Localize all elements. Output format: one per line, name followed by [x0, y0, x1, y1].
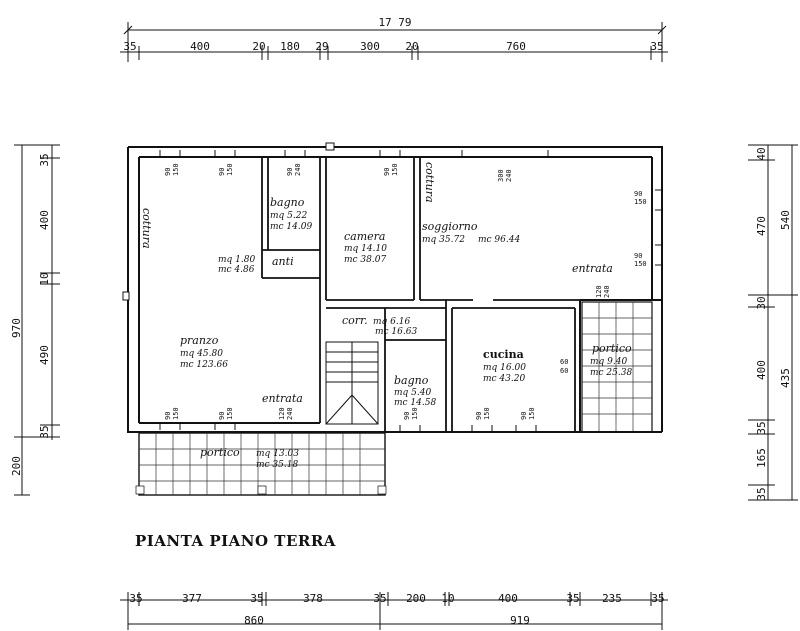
top-total-dimension: 17 79: [378, 16, 412, 29]
label-cottura-left: cottura: [140, 208, 153, 249]
top-dim-4: 180: [280, 40, 300, 53]
opening-w8-width: 120: [595, 285, 603, 298]
bottom-dim-11: 35: [651, 592, 665, 605]
top-dim-2: 400: [190, 40, 210, 53]
opening-w15-height: 60: [560, 367, 569, 375]
room-bagno2-mq: mq 5.40: [394, 388, 432, 398]
opening-w7-height: 150: [634, 260, 647, 268]
room-anti-mq: mq 1.80: [218, 255, 256, 265]
room-pranzo-mc: mc 123.66: [180, 360, 228, 370]
bottom-dim-7: 10: [441, 592, 455, 605]
opening-w6-width: 90: [634, 190, 643, 198]
opening-w15-width: 60: [560, 358, 569, 366]
window-marks: [123, 143, 662, 432]
opening-w2-height: 150: [226, 163, 234, 176]
room-soggiorno-mc: mc 96.44: [478, 235, 521, 245]
room-anti-name: anti: [272, 255, 294, 268]
room-cucina-name: cucina: [483, 348, 524, 361]
opening-w10-height: 150: [226, 407, 234, 420]
opening-w14-height: 150: [528, 407, 536, 420]
room-bagno2-name: bagno: [394, 374, 429, 387]
opening-w1-width: 90: [164, 167, 172, 176]
room-camera-mc: mc 38.07: [344, 255, 387, 265]
opening-w3-height: 240: [294, 163, 302, 176]
room-pranzo-mq: mq 45.80: [180, 349, 223, 359]
opening-w9-width: 90: [164, 411, 172, 420]
opening-w14-width: 90: [520, 411, 528, 420]
room-corr-mq: mq 6.16: [373, 317, 411, 327]
opening-w8-height: 240: [603, 285, 611, 298]
left-dim-1: 35: [38, 153, 51, 167]
opening-w11-width: 120: [278, 407, 286, 420]
right-dim-2: 470: [755, 216, 768, 236]
right-dim-5: 35: [755, 421, 768, 435]
top-dim-1: 35: [123, 40, 137, 53]
left-dim-2: 400: [38, 210, 51, 230]
label-entrata-right: entrata: [572, 262, 613, 275]
opening-w12-height: 150: [411, 407, 419, 420]
opening-w7-width: 90: [634, 252, 643, 260]
top-dim-3: 20: [252, 40, 266, 53]
opening-w2-width: 90: [218, 167, 226, 176]
top-dim-6: 300: [360, 40, 380, 53]
opening-w1-height: 150: [172, 163, 180, 176]
left-total-dimension: 970: [10, 318, 23, 338]
room-bagno-mq: mq 5.22: [270, 211, 308, 221]
room-soggiorno-mq: mq 35.72: [422, 235, 465, 245]
opening-w4-height: 150: [391, 163, 399, 176]
room-portico-right-mc: mc 25.38: [590, 368, 633, 378]
room-bagno-name: bagno: [270, 196, 305, 209]
room-camera-mq: mq 14.10: [344, 244, 387, 254]
opening-w5-height: 240: [505, 169, 513, 182]
opening-w4-width: 90: [383, 167, 391, 176]
top-dim-8: 760: [506, 40, 526, 53]
bottom-dim-4: 378: [303, 592, 323, 605]
opening-w12-width: 90: [403, 411, 411, 420]
left-dim-3: 10: [38, 272, 51, 286]
bottom-total-2: 919: [510, 614, 530, 627]
right-dim-6: 165: [755, 448, 768, 468]
right-dim-3: 30: [755, 296, 768, 310]
room-portico-front-mc: mc 35.18: [256, 460, 299, 470]
opening-w11-height: 240: [286, 407, 294, 420]
room-bagno-mc: mc 14.09: [270, 222, 313, 232]
left-dim-extra: 200: [10, 456, 23, 476]
bottom-dim-9: 35: [566, 592, 580, 605]
opening-w6-height: 150: [634, 198, 647, 206]
portico-right-tiles: [582, 302, 652, 432]
room-pranzo-name: pranzo: [180, 334, 219, 347]
right-dim-7: 35: [755, 487, 768, 501]
opening-w13-height: 150: [483, 407, 491, 420]
right-dim-1: 40: [755, 147, 768, 161]
bottom-dim-5: 35: [373, 592, 387, 605]
drawing-title: PIANTA PIANO TERRA: [135, 532, 336, 550]
room-soggiorno-name: soggiorno: [422, 220, 478, 233]
room-portico-right-name: portico: [592, 342, 632, 355]
room-camera-name: camera: [344, 230, 386, 243]
opening-w3-width: 90: [286, 167, 294, 176]
opening-w13-width: 90: [475, 411, 483, 420]
top-dim-5: 29: [315, 40, 329, 53]
bottom-dim-6: 200: [406, 592, 426, 605]
opening-w5-width: 300: [497, 169, 505, 182]
bottom-dimension-chain: [120, 592, 668, 630]
room-corr-mc: mc 16.63: [375, 327, 418, 337]
room-portico-front-mq: mq 13.03: [256, 449, 299, 459]
right-dim-4: 400: [755, 360, 768, 380]
opening-w10-width: 90: [218, 411, 226, 420]
bottom-dim-3: 35: [250, 592, 264, 605]
bottom-dim-10: 235: [602, 592, 622, 605]
left-dim-5: 35: [38, 425, 51, 439]
staircase: [326, 342, 378, 424]
bottom-dim-1: 35: [129, 592, 143, 605]
top-dim-7: 20: [405, 40, 419, 53]
bottom-dim-2: 377: [182, 592, 202, 605]
room-anti-mc: mc 4.86: [218, 265, 255, 275]
right-total-1: 540: [779, 210, 792, 230]
room-cucina-mq: mq 16.00: [483, 363, 526, 373]
room-corr-name: corr.: [342, 314, 368, 327]
room-cucina-mc: mc 43.20: [483, 374, 526, 384]
right-total-2: 435: [779, 368, 792, 388]
bottom-dim-8: 400: [498, 592, 518, 605]
label-cottura-top: cottura: [423, 162, 436, 203]
room-portico-front-name: portico: [200, 446, 240, 459]
opening-w9-height: 150: [172, 407, 180, 420]
top-dim-9: 35: [650, 40, 664, 53]
bottom-total-1: 860: [244, 614, 264, 627]
room-portico-right-mq: mq 9.40: [590, 357, 628, 367]
right-dimension-chain: [748, 145, 798, 500]
left-dim-4: 490: [38, 345, 51, 365]
room-bagno2-mc: mc 14.58: [394, 398, 437, 408]
label-entrata-bottom: entrata: [262, 392, 303, 405]
